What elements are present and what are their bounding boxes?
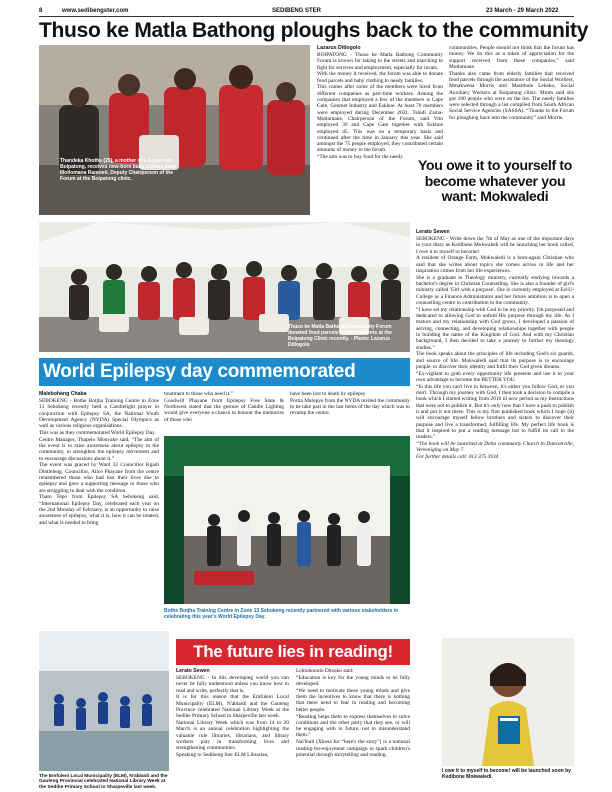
story3-para: SEBOKENG - Write down the 7th of May as one of the important days in your diary as Kedibone Mokwaledi will be launching her book called, I owe it to myself to become! [416, 236, 574, 255]
story2-headline: World Epilepsy day commemorated [39, 358, 410, 386]
story2-column-2 [164, 391, 284, 431]
story3-photo-caption: I owe it to myself to become! will be launched soon by Kedibone Mokwaledi. [442, 768, 571, 780]
story2-column-1 [39, 398, 159, 624]
story3-para: She is a graduate in Theology ministry, currently studying towards a bachelor's degree in Christian Counselling. She is also a founder of girl's ministry called 'Girl with a purpose'. She is currently employed at Ed-U-College as a Finance Administrator and her future ambition is to open a counselling centre in contribution to the community. [416, 274, 574, 306]
story3-para: “In this life you can't live in between, it's either you follow God, or you don't. Through my journey with God, I then took a decision to compile a book which I started writing from 2016 til now period as my Instructions that were not to publish it. But it's only now that I have a push to publish it and put it out there. This is my first published book which I hope (it) will encourage myself fellow brothers and sisters to discover their purpose and live a transformed, fulfilling life. My perfect life book is that it inspired to put a reading message but to fulfill its call to the readers.” [416, 383, 574, 441]
site-url: www.sedibengster.com [62, 8, 129, 14]
story1-col2-para: communities. People should not think that the forum has money. We do this as a token of appreciation for the support received from these companies,” said Motlomane. [449, 45, 574, 70]
issue-date: 23 March - 29 March 2022 [486, 8, 559, 14]
story1-column-2 [449, 45, 574, 155]
story3-byline: Lerato Sewen [416, 229, 450, 235]
story4-photo [39, 631, 169, 771]
story3-para: “I have set my relationship with God to be my priority, I'm purposed and dedicated to allowing God to unfold His purpose through my life. As I mature and my relationship with God grows, I developed a passion of serving, connecting, and developing relationships together with people in building the name of the Kingdom of God. And with my Christian background, I then decided to take a journey to further my theology studies.” [416, 306, 574, 351]
story4-col1-para: It is for this reason that the Emfuleni Local Municipality (ELM), N'ablaidi and the Gauteng Province celebrated National Library Week at the Sedibe Primary School in Sharpeville last week. [176, 694, 289, 720]
story3-contact: For further details call: 012 375 3934 [416, 454, 499, 461]
story4-col1-para: SEBOKENG - In this developing world you can never be fully understood unless you know how to read and write, perfectly that is. [176, 675, 289, 694]
story1-headline: Thuso ke Matla Bathong ploughs back to the community [39, 19, 589, 42]
story3-para: “The book will be launched at Delta community Church in Duncanville, Vereeniging on May 7. [416, 441, 574, 454]
story1-col1-para: BOIPATONG - Thuso ke Matla Bathong Community Forum is known for taking to the streets and marching to fight for services and employment, especially for locals. [317, 52, 443, 71]
story4-col1-para: Speaking to Sedibeng Ster ELM Librarian, [176, 752, 269, 759]
story4-photo-caption: The Emfuleni Local Municipality (ELM), N'ablaidi and the Gauteng Provincial celebrated National Library Week at the Sedibe Primary School in Sharpeville last week. [39, 774, 168, 790]
story4-headline: The future lies in reading! [176, 639, 410, 665]
story1-col2-para: Thanks also came from elderly families that received food parcels through the assistance of the Social Workers, Mmakwena Morris and Masithole Lebeko, Social Auxiliary Workers at Boipatong clinic. Mmm said she got 100 people who were on the list. The needy families were selected through a list compiled from South African Social Service Agencies (SASSA). “Thanks to the Forum for ploughing back into the community” said Morris. [449, 70, 574, 121]
story4-col2-para: “We need to motivate these young minds and give them the incentives to know that there is nothing that there need to fear in reading and becoming better people. [296, 687, 410, 713]
story3-body [416, 236, 574, 636]
story2-photo-caption: Bothe Botjha Training Centre in Zone 13 Sebokeng recently partnered with various stakeholders in celebrating this year's World Epilepsy Day. [164, 608, 399, 620]
story2-col2-para: Goodwill Phayane from Epilepsy Free State & Northwest stated that the gesture of Candle Lighting would give everyone a chance to honour the memories of those who [164, 397, 284, 423]
story1-photo2-caption: Thuso ke Matla Bathong Community Forum donated food parcels to the residents at the Boipatong Clinic recently. - Photo: Lazarus Ditlogolo [288, 324, 392, 348]
story2-photo [164, 436, 410, 604]
story3-para: “Ex-vigilant to grab every opportunity life presents and use it to your own advantage to become the BETTER YOU. [416, 370, 574, 384]
story4-column-1 [176, 675, 289, 785]
story2-column-3 [290, 391, 410, 431]
story2-col3-para: Portia Malopye from the NYDA invited the community to be take part in the last items of the day which was to revamp the centre. [290, 397, 410, 417]
story1-col1-para: “The aim was to buy food for the needy [317, 154, 403, 161]
story1-photo1 [39, 45, 310, 215]
story3-headline: You owe it to yourself to become whatever you want: Mokwaledi [417, 157, 573, 204]
story4-col2-para: “Education is key for the young minds to be fully developed. [296, 674, 410, 688]
story2-col1-para: This was as they commemorated World Epilepsy Day. [39, 429, 156, 436]
story4-col1-para: National Library Week which was from 14 to 20 March is an annual celebration highlighting the valuable role libraries, librarians, and library workers play in transforming lives and strengthening communities. [176, 720, 289, 752]
story4-col2-para: Lehlohonolo Ditsoko said: [296, 668, 354, 674]
paper-name: SEDIBENG STER [272, 8, 322, 14]
story4-byline: Lerato Sewen [176, 668, 210, 674]
story2-col1-para: Centre Manager, Thapelo Monyake said, “The aim of the event is to raise awareness about epilepsy in the community, to strengthen the epilepsy movement and to encourage discussions about it.” [39, 436, 159, 462]
page-number: 8 [39, 8, 43, 14]
story4-column-2 [296, 668, 410, 785]
story4-col2-para: “Reading helps them to express themselves to solve conditions and the other party that they see, or will be engaging with in future, not to misunderstand them.” [296, 713, 410, 739]
story1-col1-para: With the money it received, the forum was able to donate food parcels and baby clothing to needy families. [317, 71, 443, 84]
story1-byline: Lazarus Ditlogolo [317, 45, 361, 51]
story2-col1-para: The event was graced by Ward 32 Councillor Kgadi Dintleleng. Councillor, Alice Phayane from the centre remembered those who had lost their lives due to epilepsy and gave a supporting message to those who are struggling to deal with the condition. [39, 462, 159, 494]
story2-col1-para: SEBOKENG - Bothe Botjha Training Centre in Zone 13 Sebokeng recently held a Candlelight prayer in conjunction with Epilepsy SA, the National Youth Development Agency (NYDA) Special Olympics as well as various religious organisations. [39, 398, 159, 430]
story2-byline: Malebohang Chaba [39, 391, 87, 397]
story1-photo1-caption: Thandeka Khotha (25), a mother of a 1-year-old Boipatong, receives new-born baby clothes from Motlomana Ramoeti, Deputy Chairperson of the Forum at the Boipatong clinic. [60, 158, 176, 182]
story2-col1-para: Thato Tepo from Epilepsy SA Sebokeng said, “International Epilepsy Day, celebrated each year on the 2nd Monday of February, is an opportunity to raise awareness of epilepsy, what it is, how it can be treated, and what is needed to bring [39, 494, 159, 526]
header-rule [39, 16, 574, 17]
story4-col2-para: Nal'ibali (Xhosa for “here's the story”) is a national reading-for-enjoyment campaign to spark children's potential through storytelling and reading. [296, 739, 410, 758]
story3-photo [442, 638, 574, 766]
story3-para: A resident of Orange Farm, Mokwaledi is a born-again Christian who said that she writes about topics she comes across in life and her inspiration comes from her life experiences. [416, 255, 574, 274]
story2-col3-para: have been lost to death by epilepsy. [290, 391, 367, 397]
story1-col1-para: This comes after some of the members were hired from different companies as part-time workers. Among the companies that employed a few of the members is Cape Gate, Genmet Industry and Eskhoe. At least 70 members were employed during December 2021. Tshidi Zama-Motlomane, Chairperson of the Forum, said Vito employed 30 and Cape Gate together with Eskhoe employed 45. This was on a temporary basis and continued after the time in January this year. She said amongst the 75 people employed, they contributed certain amounts of money to the forum. [317, 84, 443, 154]
story2-col2-para: treatment to those who need it.” [164, 391, 233, 397]
story3-para: The book speaks about the principles of life including God's six guards, and source of life. Mokwaledi said that its purpose is to encourage people, to discover their identity and fulfil their God given dreams. [416, 351, 574, 370]
